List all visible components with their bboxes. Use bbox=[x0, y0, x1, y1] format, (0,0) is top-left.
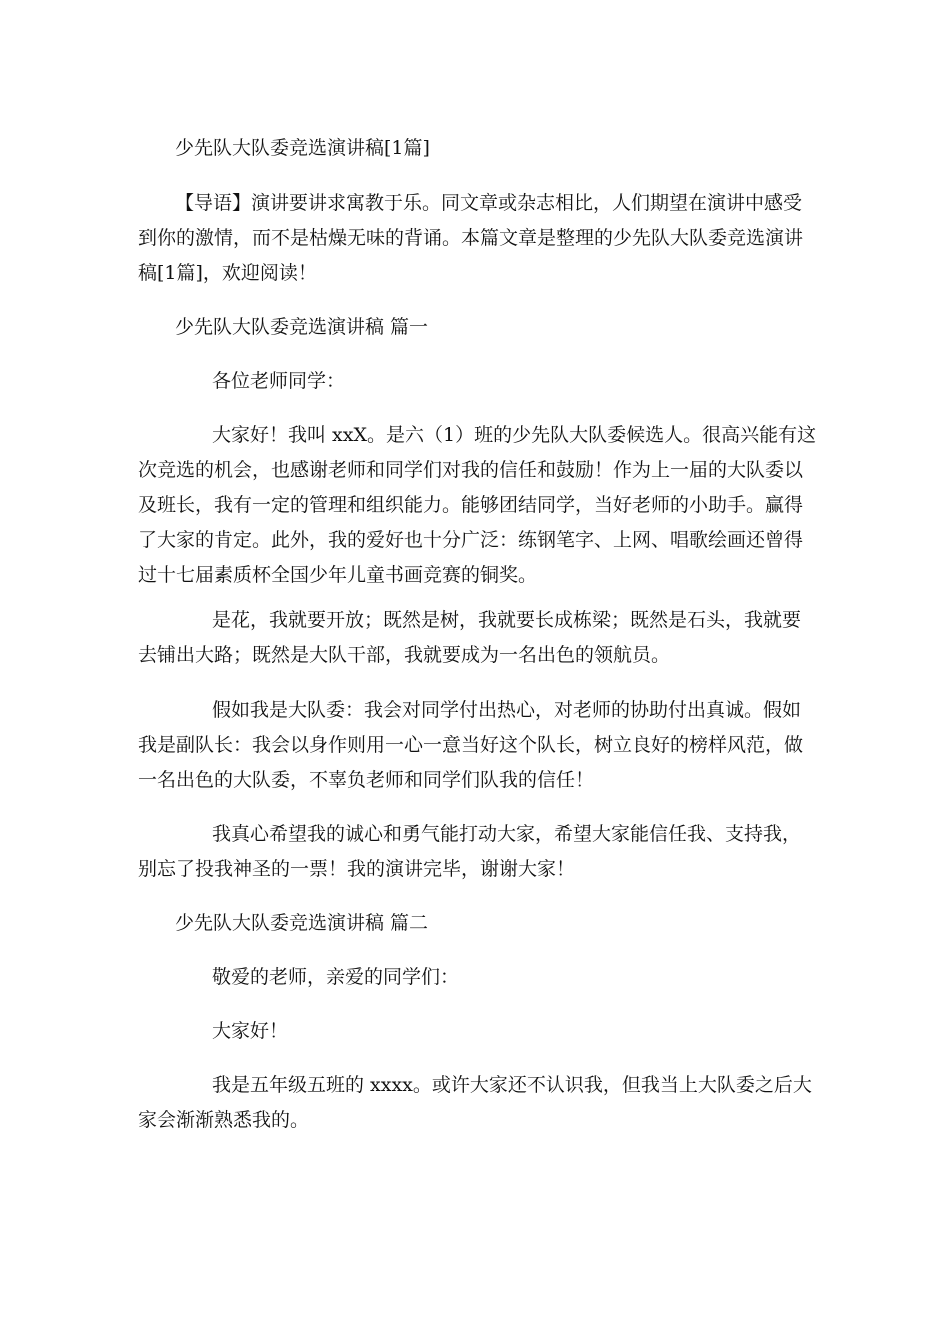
section1-p2-line-2: 去铺出大路；既然是大队干部，我就要成为一名出色的领航员。 bbox=[138, 644, 671, 666]
section2-p1-line-1: 我是五年级五班的 xxxx。或许大家还不认识我，但我当上大队委之后大 bbox=[212, 1074, 812, 1096]
section1-p4-line-1: 我真心希望我的诚心和勇气能打动大家，希望大家能信任我、支持我， bbox=[212, 823, 802, 845]
section1-p4-line-2: 别忘了投我神圣的一票！我的演讲完毕，谢谢大家！ bbox=[138, 858, 576, 880]
section1-p1-line-2: 次竞选的机会，也感谢老师和同学们对我的信任和鼓励！作为上一届的大队委以 bbox=[138, 459, 804, 481]
intro-line-3: 稿[1篇]，欢迎阅读！ bbox=[138, 262, 317, 284]
document-title: 少先队大队委竞选演讲稿[1篇] bbox=[175, 137, 430, 159]
section1-p1-line-3: 及班长，我有一定的管理和组织能力。能够团结同学，当好老师的小助手。赢得 bbox=[138, 494, 804, 516]
intro-line-2: 到你的激情，而不是枯燥无味的背诵。本篇文章是整理的少先队大队委竞选演讲 bbox=[138, 227, 804, 249]
section1-p1-line-4: 了大家的肯定。此外，我的爱好也十分广泛：练钢笔字、上网、唱歌绘画还曾得 bbox=[138, 529, 804, 551]
section1-heading: 少先队大队委竞选演讲稿 篇一 bbox=[175, 316, 429, 338]
section1-p1-line-1: 大家好！我叫 xxX。是六（1）班的少先队大队委候选人。很高兴能有这 bbox=[212, 424, 817, 446]
section2-hello: 大家好！ bbox=[212, 1020, 289, 1042]
section2-p1-line-2: 家会渐渐熟悉我的。 bbox=[138, 1109, 310, 1131]
section1-p3-line-1: 假如我是大队委：我会对同学付出热心，对老师的协助付出真诚。假如 bbox=[212, 699, 802, 721]
section2-heading: 少先队大队委竞选演讲稿 篇二 bbox=[175, 912, 429, 934]
section1-greeting: 各位老师同学： bbox=[212, 370, 346, 392]
intro-line-1: 【导语】演讲要讲求寓教于乐。同文章或杂志相比，人们期望在演讲中感受 bbox=[175, 192, 803, 214]
section1-p2-line-1: 是花，我就要开放；既然是树，我就要长成栋梁；既然是石头，我就要 bbox=[212, 609, 802, 631]
section1-p3-line-2: 我是副队长：我会以身作则用一心一意当好这个队长，树立良好的榜样风范，做 bbox=[138, 734, 804, 756]
section1-p1-line-5: 过十七届素质杯全国少年儿童书画竞赛的铜奖。 bbox=[138, 564, 538, 586]
section1-p3-line-3: 一名出色的大队委，不辜负老师和同学们队我的信任！ bbox=[138, 769, 595, 791]
section2-greeting: 敬爱的老师，亲爱的同学们： bbox=[212, 966, 460, 988]
